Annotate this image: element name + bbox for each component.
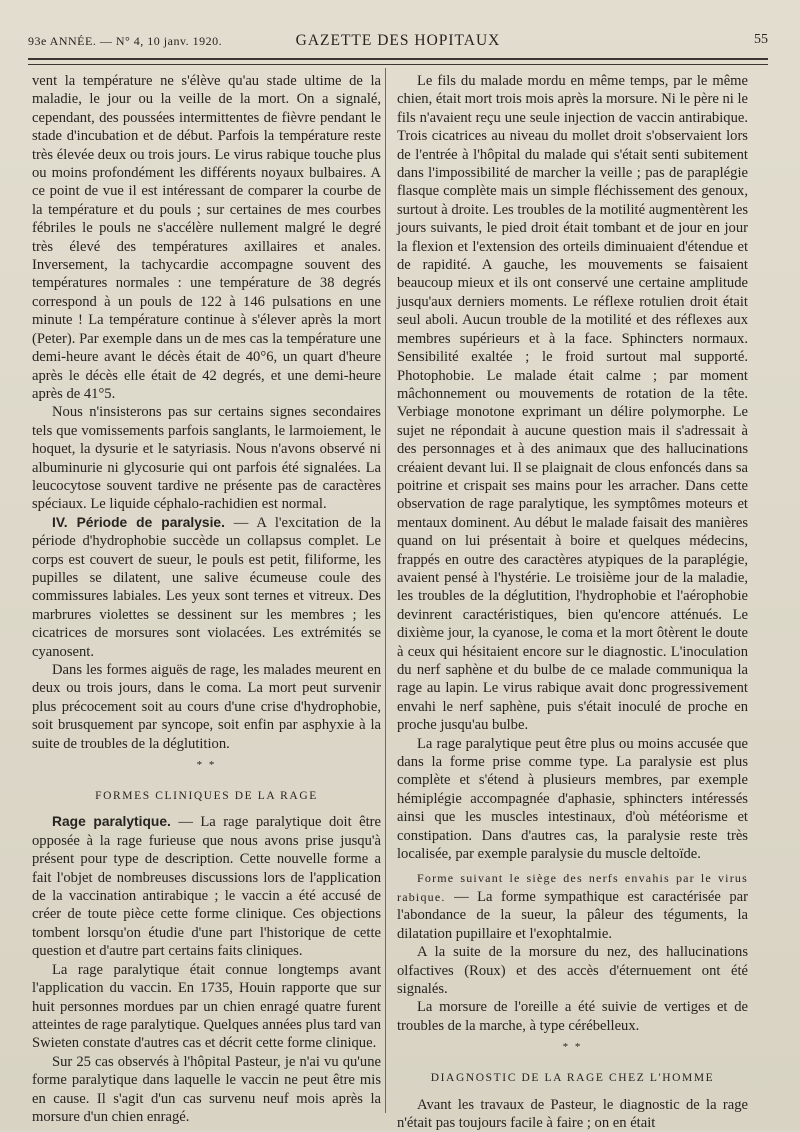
subsection-heading: Forme suivant le siège des nerfs envahis par le virus rabique. xyxy=(397,871,748,904)
section-title: DIAGNOSTIC DE LA RAGE CHEZ L'HOMME xyxy=(430,1072,715,1085)
issue-info: 93e ANNÉE. — N° 4, 10 janv. 1920. xyxy=(28,34,223,48)
header-rule-thin xyxy=(28,64,768,65)
paragraph: Nous n'insisterons pas sur certains signes secondaires tels que vomissements parfois sanglants, le larmoiement, le hoquet, la dysurie et le satyriasis. Nous n'avons observé ni albuminurie ni glycosurie qui ont parfois été signalées. La leucocytose souvent tardive ne présente pas de caractères spéciaux. Le liquide céphalo-rachidien est normal. xyxy=(32,404,381,513)
journal-title: GAZETTE DES HOPITAUX xyxy=(295,32,501,49)
paragraph: Dans les formes aiguës de rage, les malades meurent en deux ou trois jours, dans le coma. La mort peut survenir plus précocement soit au cours d'une crise d'hydrophobie, soit brusquement par syncope, soit enfin par asphyxie à la suite de troubles de la déglutition. xyxy=(32,662,381,752)
paragraph: IV. Période de paralysie. — A l'excitation de la période d'hydrophobie succède un collapsus complet. Le corps est couvert de sueur, le pouls est petit, filiforme, les pupilles se dilatent, une salive écumeuse coule des commissures labiales. Les yeux sont ternes et vitreux. Des marbrures violettes se dessinent sur les membres ; les cicatrices de morsures sont violacées. Les extrémités se cyanosent. xyxy=(32,514,381,660)
subsection-heading: Rage paralytique. xyxy=(52,814,171,830)
right-column xyxy=(397,72,748,1132)
paragraph: Sur 25 cas observés à l'hôpital Pasteur, je n'ai vu qu'une forme paralytique dans laquelle le vaccin ne peut être mis en cause. Il s'agit d'un cas survenu neuf mois après la morsure d'un chien enragé. xyxy=(32,1053,381,1125)
section-title: FORMES CLINIQUES DE LA RAGE xyxy=(95,790,318,803)
paragraph: Le fils du malade mordu en même temps, par le même chien, était mort trois mois après la morsure. Ni le père ni le fils n'avaient reçu une seule injection de vaccin antirabique. Trois cicatrices au niveau du mollet droit s'observaient lors de l'entrée à l'hôpital du malade qui s'était senti subitement dans l'impossibilité de marcher la veille ; pas de paraplégie flasque complète mais un simple fléchissement des genoux, surtout à droite. Les troubles de la motilité augmentèrent les jours suivants, le pied droit était tombant et de jour en jour la flexion et l'extension des orteils diminuaient d'étendue et de rapidité. A gauche, les mouvements se faisaient beaucoup mieux et ils ont conservé une certaine amplitude jusqu'aux derniers moments. Le réflexe rotulien droit était seul aboli. Aucun trouble de la motilité et des réflexes aux membres supérieurs et à la face. Sphincters normaux. Sensibilité exaltée ; le froid surtout mal supporté. Photophobie. Le malade était calme ; par moment mâchonnement ou mouvements de rotation de la tête. Verbiage monotone exprimant un délire polymorphe. Le sujet ne répondait à aucune question mais il s'adressait à des personnages et à des animaux que des hallucinations créaient devant lui. Il se plaignait de clous enfoncés dans sa poitrine et crispait ses mains pour les arracher. Dans cette observation de rage paralytique, les symptômes moteurs et mentaux dominent. Au début le malade faisait des manières quand on lui présentait à boire et quelques médecins, frappés en outre des caractères atypiques de la paraplégie, avaient pensé à l'hystérie. Le troisième jour de la maladie, les troubles de la déglutition, l'hydrophobie et l'aérophobie devinrent caractéristiques, bien qu'encore atténués. Le dixième jour, la cyanose, le coma et la mort ôtèrent le doute à ceux qui hésitaient encore sur le diagnostic. L'inoculation du nerf saphène et du bulbe de ce malade communiqua la rage au lapin. Le virus rabique avait donc progressivement envahi le nerf saphène, puis s'était inoculé de proche en proche jusqu'au bulbe. xyxy=(397,73,748,734)
section-separator: * * xyxy=(196,759,217,772)
paragraph: Rage paralytique. — La rage paralytique doit être opposée à la rage furieuse que nous avons prise jusqu'à présent pour type de description. Cette nouvelle forme a fait l'objet de nombreuses discussions lors de l'application de la vaccination antirabique ; le vaccin a été accusé de créer de toute pièce cette forme clinique. Ces objections tombent lorsqu'on étudie d'une part l'historique de cette question et d'autre part certains faits cliniques. xyxy=(32,814,381,960)
paragraph: Forme suivant le siège des nerfs envahis par le virus rabique. — La forme sympathique est caractérisée par l'abondance de la sueur, la pâleur des téguments, la dilatation pupillaire et l'exophtalmie. xyxy=(397,871,748,942)
paragraph: A la suite de la morsure du nez, des hallucinations olfactives (Roux) et des accès d'éternuement ont été signalés. xyxy=(397,944,748,997)
left-column xyxy=(32,72,381,1126)
paragraph: vent la température ne s'élève qu'au stade ultime de la maladie, le jour ou la veille de la mort. On a signalé, cependant, des poussées intermittentes de fièvre pendant le stade d'incubation et de début. Parfois la température reste très élevée deux ou trois jours. Le virus rabique touche plus ou moins profondément les différents noyaux bulbaires. A ce point de vue il est intéressant de comparer la courbe de la température et du pouls ; sur certaines de mes courbes fébriles le pouls ne s'accélère nullement malgré le degré très élevé des températures axillaires et anales. Inversement, la tachycardie accompagne souvent des températures normales : une température de 38 degrés correspond à un pouls de 122 à 146 pulsations en une minute ! La température continue à s'élever après la mort (Peter). Par exemple dans un de mes cas la température une demi-heure avant le décès était de 40°6, un quart d'heure après le décès elle était de 42 degrés, et une demi-heure après de 41°5. xyxy=(32,73,381,402)
page-header xyxy=(28,28,768,52)
header-rule-thick xyxy=(28,58,768,60)
paragraph: La rage paralytique peut être plus ou moins accusée que dans la forme prise comme type. La paralysie est plus complète et s'étend à plusieurs membres, par exemple hémiplégie accompagnée d'aphasie, sphincters intéressés ainsi que les muscles intestinaux, d'où météorisme et constipation. Dans d'autres cas, la paralysie reste très localisée, par exemple paralysie du muscle deltoïde. xyxy=(397,735,748,863)
section-heading: IV. Période de paralysie. xyxy=(52,514,225,530)
column-divider xyxy=(385,68,386,1113)
paragraph: Avant les travaux de Pasteur, le diagnostic de la rage n'était pas toujours facile à faire ; on en était xyxy=(397,1096,748,1131)
page-number: 55 xyxy=(754,32,768,47)
section-separator: * * xyxy=(562,1041,583,1054)
paragraph: La rage paralytique était connue longtemps avant l'application du vaccin. En 1735, Houin rapporte que sur huit personnes mordues par un chien enragé quatre furent atteintes de rage paralytique. Quelques années plus tard van Swieten constate d'autres cas et décrit cette forme clinique. xyxy=(32,961,381,1052)
paragraph: La morsure de l'oreille a été suivie de vertiges et de troubles de la marche, à type cérébelleux. xyxy=(397,999,748,1034)
